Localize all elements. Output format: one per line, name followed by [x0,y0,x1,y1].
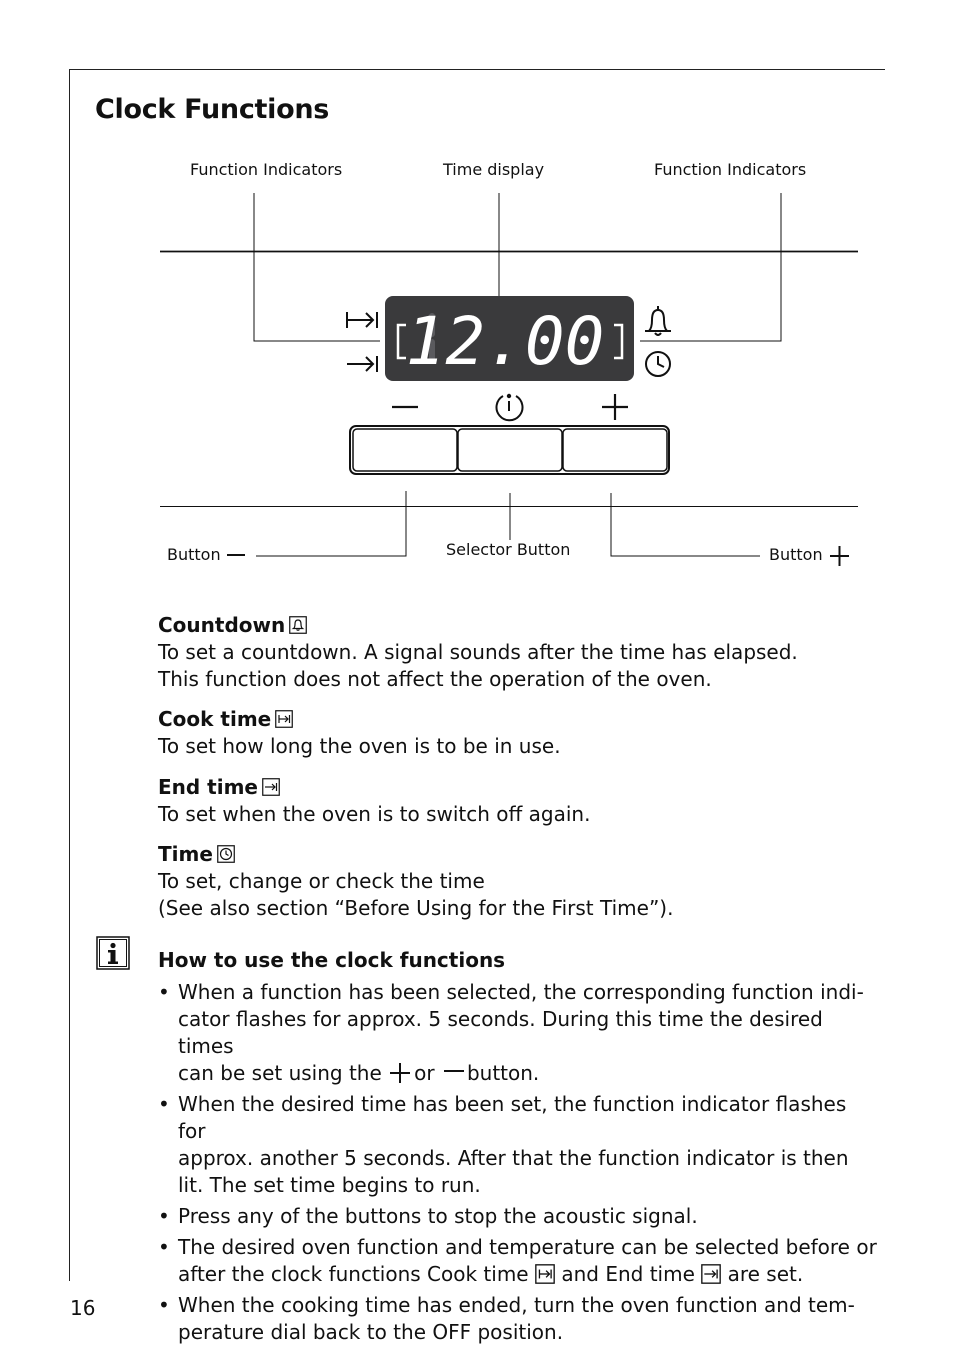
bell-icon [289,616,307,634]
howto-section [158,946,878,1350]
plus-symbol-icon [602,394,628,420]
bullet-line [178,1060,878,1087]
clock-indicator-icon [646,352,670,376]
leader-right-indicators [640,193,781,341]
section-countdown [158,612,878,693]
bullet-text: and End time [561,1262,695,1286]
section-cook-time [158,706,878,760]
bullet-line [178,1261,878,1288]
section-line: To set how long the oven is to be in use. [158,734,561,758]
bullet-line: cator flashes for approx. 5 seconds. During this time the desired times [178,1007,823,1058]
leader-button-plus [611,493,760,556]
section-title: End time [158,775,258,799]
howto-title: How to use the clock functions [158,948,506,972]
section-line: To set when the oven is to switch off again. [158,802,591,826]
section-title: Countdown [158,613,286,637]
callout-plus-icon [830,546,849,566]
callout-function-indicators-right: Function Indicators [654,160,807,179]
howto-bullet [158,1234,878,1288]
section-title: Cook time [158,707,272,731]
leader-left-indicators [254,193,380,341]
callout-function-indicators-left: Function Indicators [190,160,343,179]
bullet-line: • When a function has been selected, the corresponding function indi- [178,980,864,1004]
plus-icon [388,1063,414,1083]
section-time [158,841,878,922]
section-line: To set a countdown. A signal sounds after the time has elapsed. [158,640,798,664]
bullet-text: can be set using the [178,1061,382,1085]
section-line: (See also section “Before Using for the First Time”). [158,896,674,920]
callout-selector-button: Selector Button [446,540,571,559]
page-number: 16 [70,1296,96,1320]
bullet-line: • Press any of the buttons to stop the acoustic signal. [178,1204,698,1228]
minus-icon [441,1063,467,1083]
time-display-value: 12.00 [405,303,605,380]
leader-button-minus [256,491,406,556]
section-line: This function does not affect the operation of the oven. [158,667,712,691]
howto-bullet [158,1091,878,1199]
bullet-line: lit. The set time begins to run. [178,1173,481,1197]
info-icon [96,936,130,970]
cook-time-icon [275,710,293,728]
countdown-bell-indicator-icon [645,306,671,335]
selector-button[interactable] [458,429,562,471]
end-time-indicator-icon [347,356,377,372]
howto-bullet [158,979,878,1087]
bullet-text: button. [466,1061,540,1085]
clock-icon [217,845,235,863]
plus-button[interactable] [563,429,667,471]
end-time-icon [262,778,280,796]
howto-bullet [158,1203,878,1230]
selector-symbol-icon [497,395,523,420]
bullet-text: or [414,1061,435,1085]
page-title: Clock Functions [95,94,330,125]
bullet-text: are set. [727,1262,804,1286]
bullet-line: approx. another 5 seconds. After that the function indicator is then [178,1146,849,1170]
cook-time-icon [535,1264,555,1284]
callout-time-display: Time display [443,160,545,179]
section-end-time [158,774,878,828]
bullet-line: • When the desired time has been set, the function indicator flashes for [178,1092,847,1143]
callout-button-minus: Button [167,545,221,564]
bullet-line: perature dial back to the OFF position. [178,1320,564,1344]
end-time-icon [701,1264,721,1284]
control-panel-diagram [0,0,954,600]
cook-time-indicator-icon [347,312,377,328]
section-line: To set, change or check the time [158,869,485,893]
bullet-text: after the clock functions Cook time [178,1262,529,1286]
bullet-line: • The desired oven function and temperature can be selected before or [178,1235,877,1259]
minus-button[interactable] [353,429,457,471]
howto-bullet [158,1292,878,1346]
callout-button-plus: Button [769,545,823,564]
bullet-line: • When the cooking time has ended, turn the oven function and tem- [178,1293,855,1317]
section-title: Time [158,842,213,866]
